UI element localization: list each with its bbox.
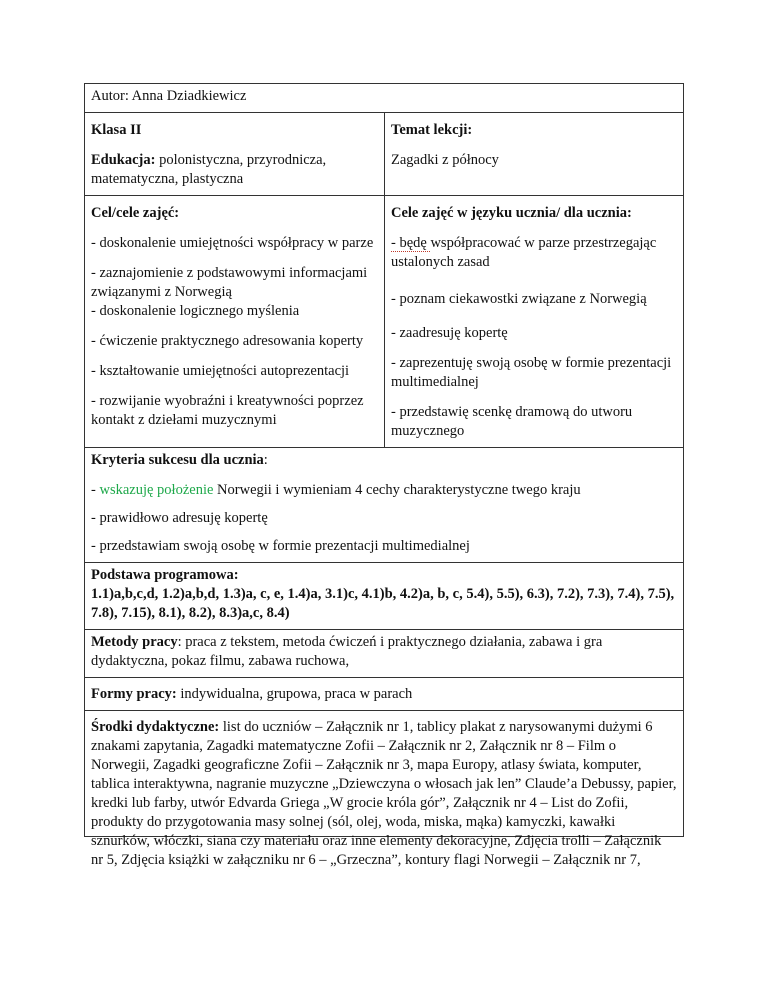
methods-row bbox=[85, 630, 683, 678]
forms-row bbox=[85, 678, 683, 711]
student-goal-item: - przedstawię scenkę dramową do utworu muzycznego bbox=[391, 404, 633, 439]
criteria-heading bbox=[91, 451, 677, 470]
criteria-item: - przedstawiam swoją osobę w formie prezentacji multimedialnej bbox=[91, 538, 470, 554]
methods-paragraph bbox=[91, 633, 677, 671]
methods-text: : praca z tekstem, metoda ćwiczeń i praktycznego działania, zabawa i gra dydaktyczna, pokaz filmu, zabawa ruchowa, bbox=[91, 634, 603, 669]
forms-label: Formy pracy: bbox=[91, 686, 177, 702]
forms-text: indywidualna, grupowa, praca w parach bbox=[176, 686, 413, 702]
materials-text: list do uczniów – Załącznik nr 1, tablicy plakat z narysowanymi dużymi 6 znakami zapytania, Zagadki matematyczne Zofii – Załącznik nr 2, Załącznik nr 8 – Film o Norwegii, Zagadki geograficzne Zofii – Załącznik nr 3, mapa Europy, atlasy świata, komputer, tablica interaktywna, nagranie muzyczne „Dziewczyna o włosach jak len” Claude’a Debussy, papier, kredki lub farby, utwór Edvarda Griega „W grocie króla gór”, Załącznik nr 4 – List do Zofii, produkty do przygotowania masy solnej (sól, olej, woda, miska, mąka) kamyczki, kawałki sznurków, włóczki, siana czy materiału oraz inne elementy dekoracyjne, Zdjęcia trolli – Załącznik nr 5, Zdjęcia książki w załączniku nr 6 – „Grzeczna”, kontury flagi Norwegii – Załącznik nr 7, bbox=[91, 719, 677, 868]
criteria-highlight: wskazuję położenie bbox=[99, 482, 214, 498]
goal-item: - ćwiczenie praktycznego adresowania koperty bbox=[91, 333, 364, 349]
criteria-item: - prawidłowo adresuję kopertę bbox=[91, 510, 268, 526]
criteria-row bbox=[85, 448, 683, 563]
criteria-colon: : bbox=[263, 452, 268, 468]
author-row bbox=[85, 84, 683, 113]
lesson-plan-table bbox=[84, 83, 684, 868]
student-goal-prefix: - będę bbox=[391, 235, 431, 251]
criteria-text: Norwegii i wymieniam 4 cechy charakterystyczne twego kraju bbox=[213, 482, 581, 498]
goals-left-cell bbox=[85, 196, 385, 447]
materials-paragraph bbox=[91, 714, 677, 870]
education-paragraph bbox=[91, 151, 378, 189]
student-goal-item: - poznam ciekawostki związane z Norwegią bbox=[391, 291, 647, 307]
curriculum-label: Podstawa programowa: bbox=[91, 567, 239, 583]
curriculum-row bbox=[85, 563, 683, 630]
student-goal-item bbox=[391, 234, 677, 272]
goals-right-cell bbox=[385, 196, 683, 447]
topic-value: Zagadki z północy bbox=[391, 152, 499, 168]
student-goal-text: współpracować w parze przestrzegając ustalonych zasad bbox=[391, 235, 657, 270]
materials-label: Środki dydaktyczne: bbox=[91, 719, 220, 735]
education-label: Edukacja: bbox=[91, 152, 156, 168]
topic-label: Temat lekcji: bbox=[391, 122, 473, 138]
goals-label: Cel/cele zajęć: bbox=[91, 205, 180, 221]
criteria-dash: - bbox=[91, 482, 100, 498]
curriculum-text: 1.1)a,b,c,d, 1.2)a,b,d, 1.3)a, c, e, 1.4)a, 3.1)c, 4.1)b, 4.2)a, b, c, 5.4), 5.5), 6.3), 7.2), 7.3), 7.4), 7.5), 7.8), 7.15), 8.1), 8.2), 8.3)a,c, 8.4) bbox=[91, 586, 675, 621]
goal-item: - rozwijanie wyobraźni i kreatywności poprzez kontakt z dziełami muzycznymi bbox=[91, 393, 364, 428]
goal-item: - doskonalenie umiejętności współpracy w parze bbox=[91, 235, 374, 251]
methods-label: Metody pracy bbox=[91, 634, 178, 650]
class-cell bbox=[85, 113, 385, 195]
topic-cell bbox=[385, 113, 683, 195]
goals-row bbox=[85, 196, 683, 448]
materials-row bbox=[85, 711, 683, 868]
criteria-label: Kryteria sukcesu dla ucznia bbox=[91, 452, 264, 468]
author-text: Autor: Anna Dziadkiewicz bbox=[91, 88, 247, 104]
goal-item: - kształtowanie umiejętności autoprezentacji bbox=[91, 363, 350, 379]
student-goals-label: Cele zajęć w języku ucznia/ dla ucznia: bbox=[391, 205, 632, 221]
student-goal-item: - zaprezentuję swoją osobę w formie prezentacji multimedialnej bbox=[391, 355, 672, 390]
education-text: polonistyczna, przyrodnicza, matematyczna, plastyczna bbox=[91, 152, 327, 187]
class-topic-row bbox=[85, 113, 683, 196]
forms-paragraph bbox=[91, 681, 677, 704]
class-label: Klasa II bbox=[91, 122, 142, 138]
student-goal-item: - zaadresuję kopertę bbox=[391, 325, 508, 341]
goal-item: - zaznajomienie z podstawowymi informacjami związanymi z Norwegią bbox=[91, 265, 368, 300]
criteria-item bbox=[91, 481, 677, 500]
goal-item: - doskonalenie logicznego myślenia bbox=[91, 303, 300, 319]
